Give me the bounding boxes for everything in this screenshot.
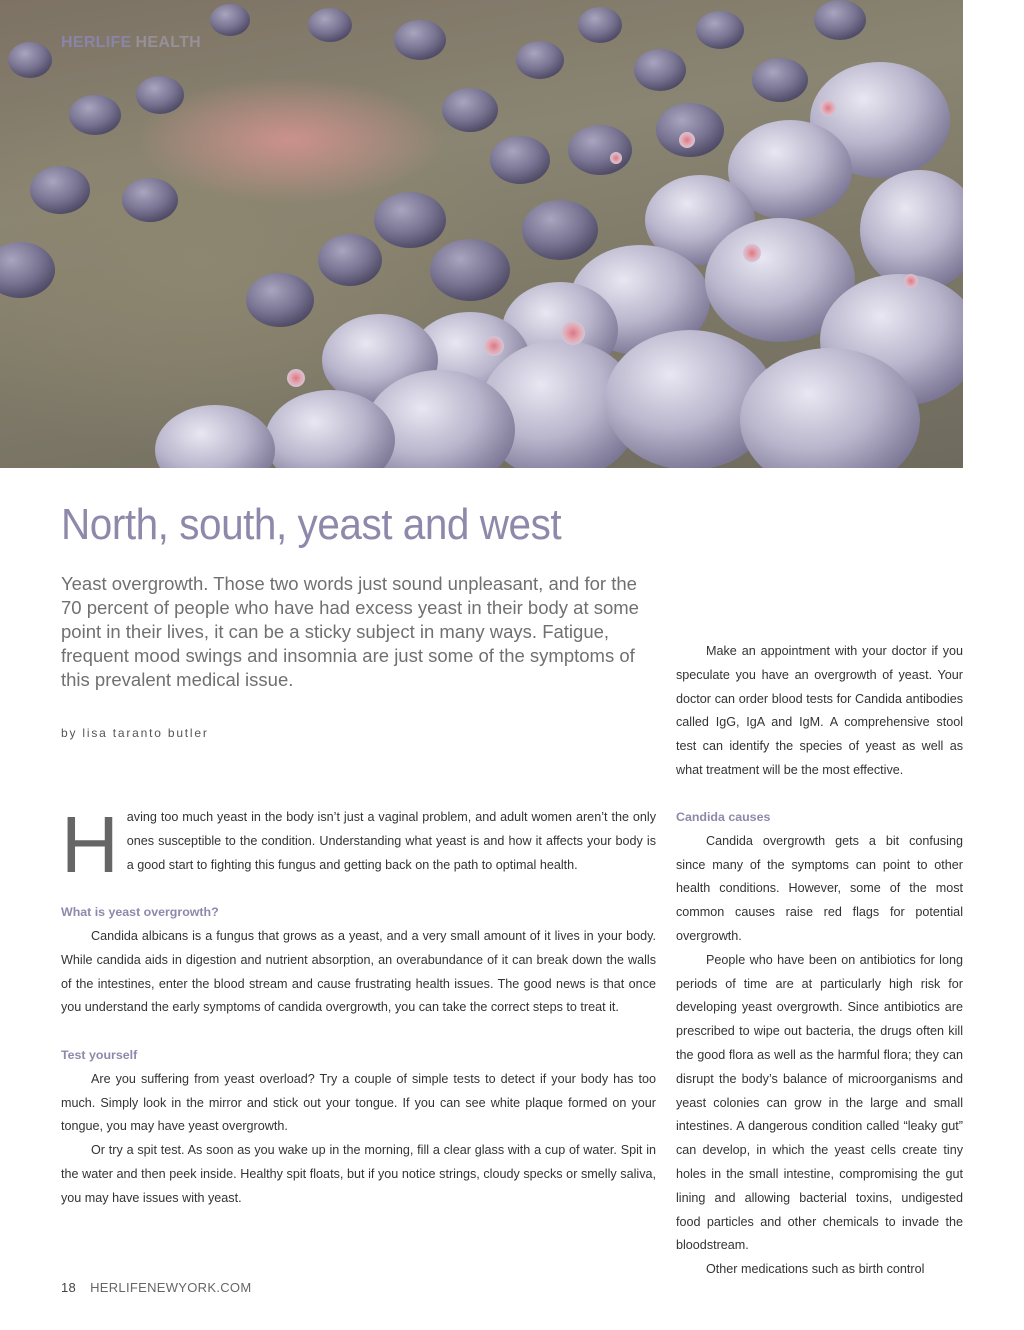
hero-image: [0, 0, 963, 468]
section-heading-test-yourself: Test yourself: [61, 1047, 138, 1062]
section-tag-herlife: HERLIFE: [61, 34, 132, 51]
section-heading-what-is-yeast: What is yeast overgrowth?: [61, 905, 219, 920]
section-tag: [61, 34, 201, 52]
yeast-cells-illustration: [0, 0, 963, 468]
paragraph: Make an appointment with your doctor if you speculate you have an overgrowth of yeast. Your doctor can order blood tests for Candida antibodies called IgG, IgA and IgM. A comprehensive stool test can identify the species of yeast as well as what treatment will be the most effective.: [676, 644, 963, 777]
byline: by lisa taranto butler: [61, 726, 209, 740]
right-column-bottom: [676, 806, 963, 1282]
paragraph: People who have been on antibiotics for long periods of time are at particularly high risk for developing yeast overgrowth. Since antibiotics are prescribed to wipe out bacteria, the drugs often kill the good flora as well as the harmful flora; they can disrupt the body’s balance of microorganisms and yeast colonies can grow in the large and small intestines. A dangerous condition called “leaky gut” can develop, in which the yeast cells create tiny holes in the small intestine, compromising the gut lining and allowing bacterial toxins, undigested food particles and other chemicals to invade the bloodstream.: [676, 952, 963, 1253]
right-column-top: [676, 640, 963, 783]
paragraph: Other medications such as birth control: [706, 1262, 925, 1277]
section-heading-candida-causes: Candida causes: [676, 810, 771, 824]
left-column: [61, 800, 656, 1211]
intro-paragraph: aving too much yeast in the body isn’t just a vaginal problem, and adult women aren’t the only ones susceptible to the condition. Understanding what yeast is and how it affects your body is a good start to fighting this fungus and getting back on the path to optimal health.: [126, 810, 656, 872]
footer-site: HERLIFENEWYORK.COM: [90, 1280, 252, 1295]
paragraph: Candida albicans is a fungus that grows as a yeast, and a very small amount of it lives in your body. While candida aids in digestion and nutrient absorption, an overabundance of it can break down the walls of the intestines, enter the blood stream and cause frustrating health issues. The good news is that once you understand the early symptoms of candida overgrowth, you can take the correct steps to treat it.: [61, 928, 656, 1015]
article-dek: Yeast overgrowth. Those two words just sound unpleasant, and for the 70 percent of people who have had excess yeast in their body at some point in their lives, it can be a sticky subject in many ways. Fatigue, frequent mood swings and insomnia are just some of the symptoms of this prevalent medical issue.: [61, 573, 639, 690]
paragraph: Candida overgrowth gets a bit confusing since many of the symptoms can point to other health conditions. However, some of the most common causes raise red flags for potential overgrowth.: [676, 833, 963, 943]
page-footer: [61, 1280, 251, 1295]
paragraph: Or try a spit test. As soon as you wake up in the morning, fill a clear glass with a cup of water. Spit in the water and then peek inside. Healthy spit floats, but if you notice strings, cloudy specks or smelly saliva, you may have issues with yeast.: [61, 1143, 656, 1205]
page-number: 18: [61, 1280, 77, 1295]
article-title: North, south, yeast and west: [61, 500, 562, 549]
drop-cap: H: [61, 800, 119, 889]
section-tag-health: HEALTH: [135, 34, 202, 51]
paragraph: Are you suffering from yeast overload? Try a couple of simple tests to detect if your body has too much. Simply look in the mirror and stick out your tongue. If you can see white plaque formed on your tongue, you may have yeast overgrowth.: [61, 1071, 656, 1134]
